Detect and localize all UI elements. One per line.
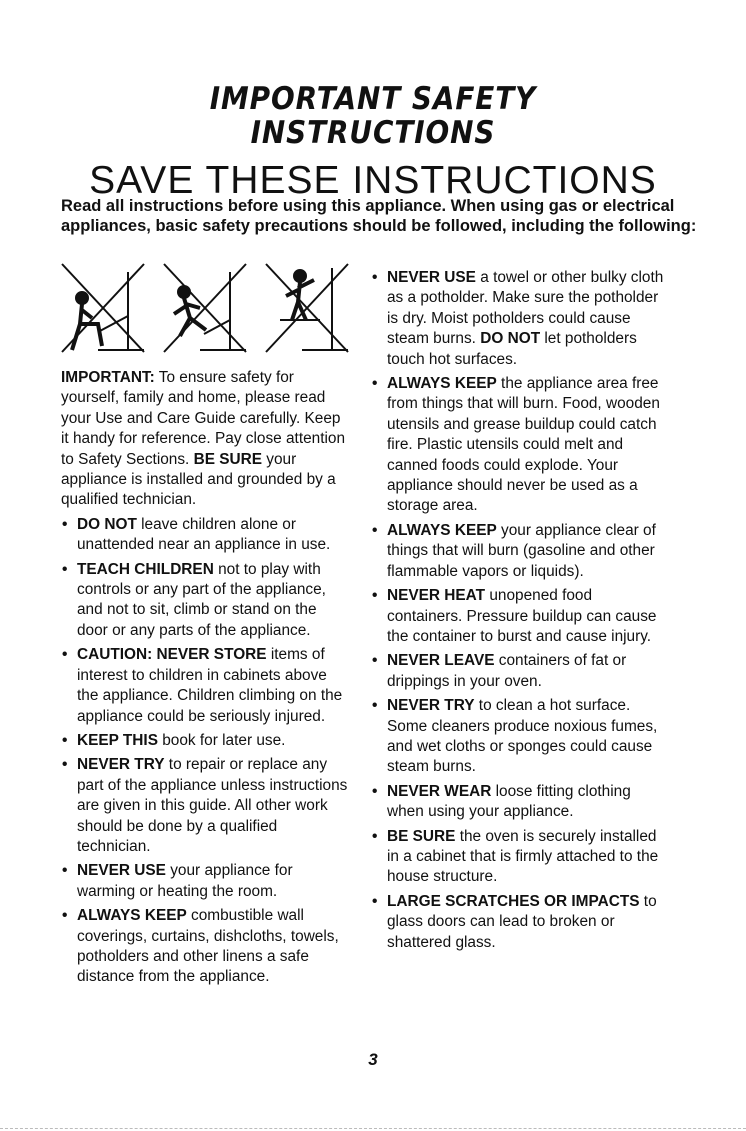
item-keyword: NEVER HEAT bbox=[387, 587, 486, 605]
list-item bbox=[61, 755, 351, 857]
item-text: loose fitting clothing when using your appliance. bbox=[387, 782, 631, 821]
list-item bbox=[371, 268, 671, 370]
left-safety-list bbox=[61, 515, 351, 988]
no-climbing-on-door-icon bbox=[160, 258, 252, 358]
item-keyword: NEVER LEAVE bbox=[387, 652, 495, 670]
list-item bbox=[371, 651, 671, 692]
item-text: book for later use. bbox=[157, 731, 286, 749]
item-text: to clean a hot surface. Some cleaners produce noxious fumes, and wet cloths or sponges could cause steam burns. bbox=[387, 697, 658, 776]
list-item bbox=[61, 515, 351, 556]
intro-paragraph: Read all instructions before using this appliance. When using gas or electrical appliances, basic safety precautions should be followed, including the following: bbox=[61, 197, 697, 235]
item-keyword: NEVER TRY bbox=[77, 756, 165, 774]
save-instructions-heading: SAVE THESE INSTRUCTIONS bbox=[89, 159, 657, 202]
item-keyword: NEVER USE bbox=[77, 862, 166, 880]
right-safety-list bbox=[371, 268, 671, 953]
item-text: the oven is securely installed in a cabinet that is firmly attached to the house structure. bbox=[387, 827, 659, 886]
list-item bbox=[61, 560, 351, 642]
item-keyword-2: DO NOT bbox=[480, 330, 541, 348]
list-item bbox=[371, 827, 671, 888]
list-item bbox=[371, 782, 671, 823]
title-line-1: IMPORTANT SAFETY bbox=[209, 81, 537, 117]
item-keyword: NEVER TRY bbox=[387, 697, 475, 715]
item-keyword: ALWAYS KEEP bbox=[387, 521, 497, 539]
left-column bbox=[61, 368, 351, 988]
item-keyword: TEACH CHILDREN bbox=[77, 560, 214, 578]
important-text: To ensure safety for yourself, family and home, please read your Use and Care Guide carefully. Keep it handy for reference. Pay close attention to Safety Sections. bbox=[61, 369, 346, 468]
list-item bbox=[371, 521, 671, 582]
item-text: containers of fat or drippings in your oven. bbox=[387, 652, 627, 690]
important-paragraph bbox=[61, 368, 351, 511]
item-keyword: LARGE SCRATCHES OR IMPACTS bbox=[387, 892, 640, 910]
item-keyword: BE SURE bbox=[387, 827, 456, 845]
page-number: 3 bbox=[368, 1050, 378, 1069]
page-title bbox=[0, 82, 746, 150]
item-keyword: ALWAYS KEEP bbox=[387, 375, 497, 393]
item-keyword: NEVER USE bbox=[387, 269, 476, 286]
no-sitting-on-door-icon bbox=[58, 258, 150, 358]
list-item bbox=[61, 645, 351, 727]
no-standing-on-door-icon bbox=[262, 258, 354, 358]
list-item bbox=[371, 374, 671, 517]
item-text: the appliance area free from things that will burn. Food, wooden utensils and grease buildup could catch fire. Plastic utensils could melt and canned foods could explode. Your appliance should never be used as a storage area. bbox=[387, 375, 660, 515]
item-keyword: ALWAYS KEEP bbox=[77, 907, 187, 925]
item-text: leave children alone or unattended near an appliance in use. bbox=[77, 515, 331, 554]
item-keyword: DO NOT bbox=[77, 515, 137, 533]
list-item bbox=[61, 861, 351, 902]
right-column bbox=[371, 264, 671, 953]
list-item bbox=[371, 696, 671, 778]
title-line-2: INSTRUCTIONS bbox=[250, 115, 496, 151]
list-item bbox=[61, 731, 351, 751]
item-text: combustible wall coverings, curtains, dishcloths, towels, potholders and other linens a safe distance from the appliance. bbox=[77, 907, 339, 986]
item-text: to repair or replace any part of the appliance unless instructions are given in this guide. All other work should be done by a qualified technician. bbox=[77, 756, 348, 855]
item-text: not to play with controls or any part of the appliance, and not to sit, climb or stand on the door or any parts of the appliance. bbox=[77, 560, 326, 639]
important-label: IMPORTANT: bbox=[61, 369, 155, 386]
item-text-2: let potholders touch hot surfaces. bbox=[387, 330, 637, 368]
list-item bbox=[371, 892, 671, 953]
safety-icons bbox=[58, 258, 354, 358]
item-keyword: NEVER WEAR bbox=[387, 782, 492, 800]
be-sure-label: BE SURE bbox=[193, 450, 263, 468]
item-text: your appliance for warming or heating the room. bbox=[77, 862, 293, 900]
list-item bbox=[61, 906, 351, 988]
item-keyword: KEEP THIS bbox=[77, 731, 158, 749]
item-text: items of interest to children in cabinets above the appliance. Children climbing on the appliance could be seriously injured. bbox=[77, 646, 343, 725]
item-text: to glass doors can lead to broken or shattered glass. bbox=[387, 892, 657, 951]
item-text: unopened food containers. Pressure buildup can cause the container to burst and cause injury. bbox=[387, 587, 657, 645]
list-item bbox=[371, 586, 671, 647]
item-keyword: CAUTION: NEVER STORE bbox=[77, 646, 267, 664]
item-text: a towel or other bulky cloth as a potholder. Make sure the potholder is dry. Moist potholders could cause steam burns. bbox=[387, 269, 664, 348]
item-text: your appliance clear of things that will burn (gasoline and other flammable vapors or liquids). bbox=[387, 521, 656, 580]
bottom-divider bbox=[0, 1128, 746, 1129]
be-sure-text: your appliance is installed and grounded by a qualified technician. bbox=[61, 450, 336, 509]
